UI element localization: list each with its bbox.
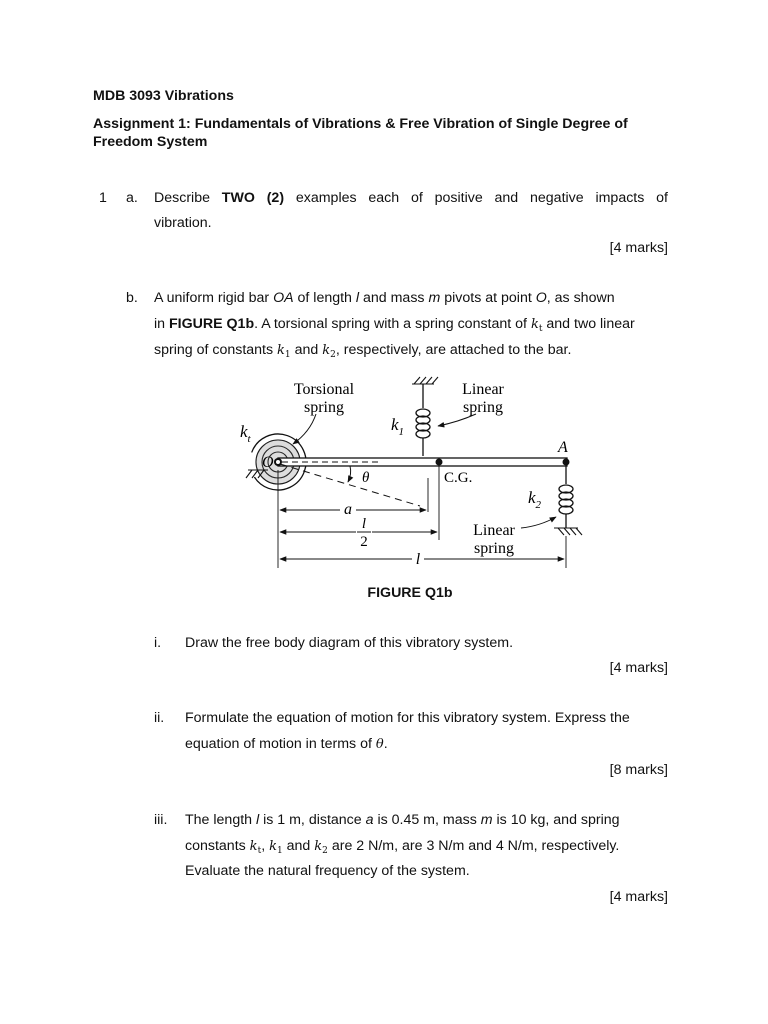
figure-q1b (220, 372, 600, 572)
part-ii-line1: Formulate the equation of motion for this vibratory system. Express the (185, 710, 630, 726)
label-linear-top: Linear (462, 381, 504, 398)
var-k1: $k_1$ (269, 839, 283, 856)
text: . A torsional spring with a spring constant of (254, 316, 531, 332)
var-l: l (256, 812, 260, 828)
text: and two linear (542, 316, 635, 332)
label-two: 2 (360, 534, 368, 550)
var-kt: $k_t$ (530, 317, 543, 334)
part-ii-marks: [8 marks] (609, 762, 668, 778)
var-OA: OA (273, 290, 294, 306)
label-theta: θ (362, 470, 370, 486)
assignment-title-line1: Assignment 1: Fundamentals of Vibrations & Free Vibration of Single Degree of (93, 116, 628, 132)
part-b-line1 (154, 285, 615, 311)
text: A uniform rigid bar (154, 290, 274, 306)
part-iii-line1 (185, 807, 620, 833)
part-i-marks: [4 marks] (609, 660, 668, 676)
text: constants (185, 838, 250, 854)
label-A: A (558, 439, 568, 456)
text: and mass (359, 290, 429, 306)
var-O: O (535, 290, 547, 306)
top-ground-icon (412, 377, 438, 384)
emphasis-two: TWO (2) (221, 190, 285, 206)
cg-point (436, 459, 443, 466)
rigid-bar (278, 458, 567, 466)
var-a: a (365, 812, 374, 828)
text: The length (185, 812, 256, 828)
text: pivots at point (440, 290, 536, 306)
text: equation of motion in terms of (185, 736, 376, 752)
text: , respectively, are attached to the bar. (335, 342, 572, 358)
part-a-marks: [4 marks] (609, 240, 668, 256)
figure-caption: FIGURE Q1b (367, 585, 453, 601)
text: , (261, 838, 270, 854)
part-b-line2 (154, 311, 635, 338)
label-k1: $k_1$ (391, 415, 405, 438)
part-iii-marks: [4 marks] (609, 889, 668, 905)
var-m: m (428, 290, 441, 306)
part-b-line3 (154, 337, 571, 364)
label-kt: $k_t$ (240, 422, 251, 445)
part-a-line1 (154, 185, 668, 211)
label-O: O (262, 454, 274, 471)
text: is 10 kg, and spring (492, 812, 620, 828)
figure-ref: FIGURE Q1b (168, 316, 255, 332)
spring-k2-icon (559, 466, 573, 528)
text: of length (293, 290, 356, 306)
question-number: 1 (99, 190, 107, 206)
label-k2: $k_2$ (528, 488, 542, 511)
displaced-bar (280, 464, 420, 506)
label-l: l (415, 551, 421, 568)
var-k1: $k_1$ (277, 343, 291, 360)
torsional-leader-arrow (293, 414, 316, 444)
end-A (563, 459, 570, 466)
text: , as shown (546, 290, 615, 306)
label-torsional: Torsional (293, 381, 355, 398)
var-m: m (480, 812, 493, 828)
text: spring of constants (154, 342, 278, 358)
text: and (282, 838, 315, 854)
var-l: l (355, 290, 360, 306)
var-k2: $k_2$ (322, 343, 336, 360)
text: and (290, 342, 323, 358)
text: is 1 m, distance (259, 812, 366, 828)
label-linear-bottom: Linear (473, 522, 515, 539)
var-theta: θ (375, 737, 384, 752)
text: in (154, 316, 169, 332)
text: Describe (154, 190, 222, 206)
var-k2: $k_2$ (314, 839, 328, 856)
text: examples each of positive and negative impacts of (284, 190, 668, 206)
text: . (383, 736, 388, 752)
assignment-title-line2: Freedom System (93, 134, 208, 150)
label-linear-top-spring: spring (463, 399, 503, 416)
label-l-numerator: l (361, 516, 367, 532)
text: are 2 N/m, are 3 N/m and 4 N/m, respectively. (327, 838, 620, 854)
label-a: a (344, 501, 352, 518)
spring-k1-icon (416, 384, 430, 456)
course-title: MDB 3093 Vibrations (93, 88, 234, 104)
label-torsional-spring: spring (304, 399, 344, 416)
part-ii-line2 (185, 731, 388, 758)
part-ii-label: ii. (154, 710, 165, 726)
part-iii-line2 (185, 833, 619, 860)
var-kt: $k_t$ (249, 839, 262, 856)
part-i-label: i. (154, 635, 162, 651)
part-a-label: a. (126, 190, 138, 206)
part-a-line2: vibration. (154, 215, 212, 231)
part-i-text: Draw the free body diagram of this vibratory system. (185, 635, 514, 651)
part-b-label: b. (126, 290, 138, 306)
bottom-ground-icon (554, 528, 582, 535)
label-linear-bottom-spring: spring (474, 540, 514, 557)
theta-arrow (348, 466, 351, 482)
label-cg: C.G. (444, 470, 473, 486)
linear-bottom-leader-arrow (521, 517, 556, 528)
part-iii-label: iii. (154, 812, 168, 828)
part-iii-line3: Evaluate the natural frequency of the system. (185, 863, 470, 879)
text: is 0.45 m, mass (373, 812, 481, 828)
